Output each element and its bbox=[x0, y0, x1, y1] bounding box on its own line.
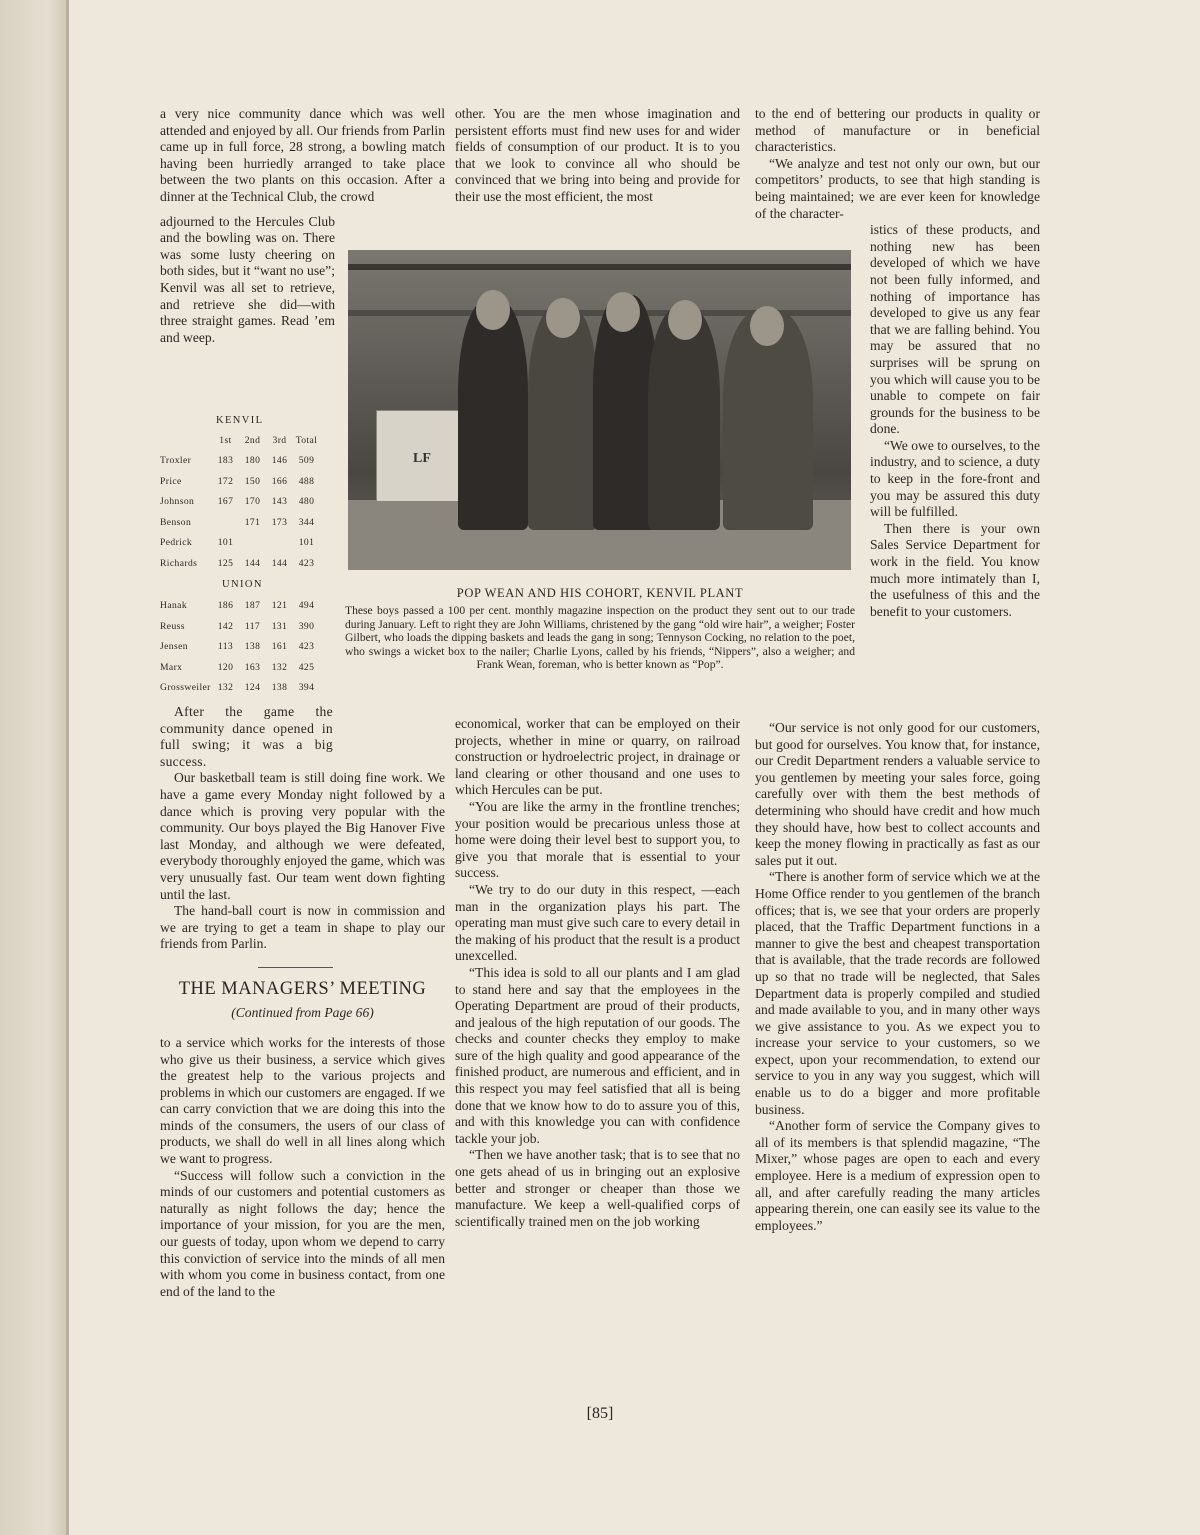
article-col1-text bbox=[160, 1035, 445, 1301]
kenvil-plant-photo bbox=[348, 250, 851, 570]
kenvil-label: KENVIL bbox=[216, 415, 264, 426]
total-score: 488 bbox=[298, 475, 315, 487]
paragraph: other. You are the men whose imagination and persistent efforts must find new uses for and wider fields of consumption of our product. It is to you that we look to convince all who should be convinced that we bring into being and provide for their use the most efficient, the most bbox=[455, 106, 740, 204]
game-1-score: 101 bbox=[217, 537, 234, 549]
game-1-score: 132 bbox=[217, 682, 234, 694]
player-name: Price bbox=[160, 475, 182, 487]
total-score: 480 bbox=[298, 496, 315, 508]
game-3-score: 146 bbox=[271, 455, 288, 467]
game-2-score: 171 bbox=[244, 516, 261, 528]
paragraph: “Success will follow such a conviction in the minds of our customers and potential customers as naturally as night follows the day; hence the importance of your mission, for you are the men, our guests of today, upon whom we depend to carry this conviction of service into the minds of all men with whom you come in business contact, from one end of the land to the bbox=[160, 1167, 445, 1299]
player-name: Grossweiler bbox=[160, 682, 211, 694]
paragraph: “We analyze and test not only our own, but our competitors’ products, to see that high standing is being maintained; we are ever keen for knowledge of the character- bbox=[755, 155, 1040, 221]
player-name: Troxler bbox=[160, 455, 192, 467]
ceiling-beam bbox=[348, 264, 851, 270]
game-3-score bbox=[266, 533, 293, 554]
game-2-score: 117 bbox=[244, 620, 261, 632]
worker-head bbox=[606, 292, 640, 332]
paragraph: “Our service is not only good for our customers, but good for ourselves. You know that, for instance, our Credit Department renders a valuable service to you gentlemen by meeting your sales force, going carefully over with them the best methods of determining who should have credit and how much they should have, how best to collect accounts and keep the money flowing in practically as fast as our sales put it out. bbox=[755, 720, 1040, 868]
player-name: Hanak bbox=[160, 600, 188, 612]
col3-top-text bbox=[755, 106, 1040, 222]
paragraph: Then there is your own Sales Service Department for work in the field. You know much more intimately than I, the usefulness of this and the benefit to your customers. bbox=[870, 520, 1040, 619]
union-score-table bbox=[160, 596, 320, 699]
header-1st: 1st bbox=[219, 434, 232, 446]
paragraph: a very nice community dance which was well attended and enjoyed by all. Our friends from Parlin came up in full force, 28 strong, a bowling match having been hurriedly arranged to take place between the two plants on this occasion. After a dinner at the Technical Club, the crowd bbox=[160, 106, 445, 204]
game-2-score: 124 bbox=[244, 682, 261, 694]
game-2-score: 187 bbox=[244, 600, 261, 612]
total-score: 425 bbox=[298, 661, 315, 673]
score-row bbox=[160, 533, 320, 554]
worker-figure bbox=[458, 300, 528, 530]
game-2-score: 163 bbox=[244, 661, 261, 673]
continued-note: (Continued from Page 66) bbox=[231, 1004, 374, 1020]
game-2-score: 144 bbox=[244, 557, 261, 569]
game-3-score: 121 bbox=[271, 600, 288, 612]
kenvil-score-table bbox=[160, 430, 320, 574]
score-row bbox=[160, 553, 320, 574]
total-score: 423 bbox=[298, 641, 315, 653]
col2-lower-text bbox=[455, 716, 740, 1230]
col1-narrow-text bbox=[160, 214, 335, 347]
facing-page-edge bbox=[0, 0, 68, 1535]
game-1-score: 142 bbox=[217, 620, 234, 632]
score-row bbox=[160, 678, 320, 699]
game-3-score: 132 bbox=[271, 661, 288, 673]
total-score: 101 bbox=[298, 537, 315, 549]
total-score: 509 bbox=[298, 455, 315, 467]
photo-caption: These boys passed a 100 per cent. monthly magazine inspection on the product they sent out to our trade during January. Left to right they are John Williams, christened by the gang “old wire hair”, a weigher; Foster Gilbert, who loads the dipping baskets and leads the gang in song; Tennyson Cocking, no relation to the poet, who swings a wicket box to the nailer; Charlie Lyons, called by his friends, “Nippers”, also a weigher; and Frank Wean, foreman, who is better known as “Pop”. bbox=[345, 604, 855, 672]
game-1-score bbox=[212, 512, 239, 533]
worker-figure bbox=[648, 308, 720, 530]
article-heading: THE MANAGERS’ MEETING bbox=[178, 978, 427, 999]
game-3-score: 173 bbox=[271, 516, 288, 528]
header-3rd: 3rd bbox=[272, 434, 287, 446]
paragraph: Our basketball team is still doing fine work. We have a game every Monday night followed by a dance which is proving very popular with the community. Our boys played the Big Hanover Five last Monday, and although we were defeated, everybody thoroughly enjoyed the game, which was very unusually fast. Our team went down fighting until the last. bbox=[160, 770, 445, 902]
paragraph: “Another form of service the Company gives to all of its members is that splendid magazine, “The Mixer,” whose pages are open to each and every employee. Here is a medium of expression open to all, and after carefully reading the many articles appearing therein, one can easily see its value to the employees.” bbox=[755, 1118, 1040, 1233]
worker-figure bbox=[528, 305, 598, 530]
paragraph: “We owe to ourselves, to the industry, and to science, a duty to keep in the fore-front and you may be assured this duty will be fulfilled. bbox=[870, 437, 1040, 520]
gutter-line bbox=[66, 0, 69, 1535]
paragraph: to a service which works for the interests of those who give us their business, a service which gives the greatest help to the various projects and problems in which our customers are engaged. If we can carry conviction that we are doing this into the minds of the consumers, the users of our class of products, we shall do well in all lines along which we want to progress. bbox=[160, 1034, 445, 1167]
section-divider bbox=[258, 967, 333, 968]
game-3-score: 143 bbox=[271, 496, 288, 508]
paragraph: economical, worker that can be employed on their projects, whether in mine or quarry, on railroad construction or hydroelectric project, in drainage or land clearing or other thousand and one uses to which Hercules can be put. bbox=[455, 716, 740, 798]
crate-label: LF bbox=[413, 451, 431, 466]
col2-top-text bbox=[455, 106, 740, 206]
worker-head bbox=[668, 300, 702, 340]
col3-narrow-text bbox=[870, 222, 1040, 620]
game-3-score: 166 bbox=[271, 475, 288, 487]
score-row bbox=[160, 616, 320, 637]
paragraph: to the end of bettering our products in quality or method of manufacture or in beneficial characteristics. bbox=[755, 106, 1040, 155]
game-1-score: 125 bbox=[217, 557, 234, 569]
game-2-score: 138 bbox=[244, 641, 261, 653]
game-1-score: 186 bbox=[217, 600, 234, 612]
col3-lower-text bbox=[755, 720, 1040, 1234]
player-name: Jensen bbox=[160, 641, 188, 653]
player-name: Benson bbox=[160, 516, 192, 528]
score-row bbox=[160, 492, 320, 513]
player-name: Pedrick bbox=[160, 537, 193, 549]
photo-title: POP WEAN AND HIS COHORT, KENVIL PLANT bbox=[456, 586, 744, 600]
paragraph: “You are like the army in the frontline trenches; your position would be precarious unless those at home were doing their level best to support you, to give you that morale that is essential to your success. bbox=[455, 798, 740, 881]
game-1-score: 172 bbox=[217, 475, 234, 487]
col1-lower-text bbox=[160, 704, 445, 953]
game-3-score: 131 bbox=[271, 620, 288, 632]
game-1-score: 167 bbox=[217, 496, 234, 508]
paragraph: The hand-ball court is now in commission and we are trying to get a team in shape to play our friends from Parlin. bbox=[160, 903, 445, 952]
paragraph: After the game the community dance opened in full swing; it was a big success. bbox=[160, 704, 333, 769]
col1-top-text bbox=[160, 106, 445, 206]
total-score: 494 bbox=[298, 600, 315, 612]
paragraph: adjourned to the Hercules Club and the bowling was on. There was some lusty cheering on both sides, but it “want no use”; Kenvil was all set to retrieve, and retrieve she did—with three straight games. Read ’em and weep. bbox=[160, 213, 335, 345]
total-score: 344 bbox=[298, 516, 315, 528]
game-2-score: 150 bbox=[244, 475, 261, 487]
game-2-score bbox=[239, 533, 266, 554]
total-score: 394 bbox=[298, 682, 315, 694]
worker-head bbox=[750, 306, 784, 346]
player-name: Marx bbox=[160, 661, 183, 673]
paragraph: “Then we have another task; that is to see that no one gets ahead of us in bringing out an explosive better and stronger or cheaper than those we manufacture. We keep a well-qualified corps of scientifically trained men on the job working bbox=[455, 1147, 740, 1229]
score-row bbox=[160, 637, 320, 658]
header-total: Total bbox=[295, 434, 318, 446]
score-row bbox=[160, 657, 320, 678]
header-2nd: 2nd bbox=[244, 434, 261, 446]
paragraph: “We try to do our duty in this respect, —each man in the organization plays his part. The operating man must give such care to every detail in the making of his product that the result is a product unexcelled. bbox=[455, 881, 740, 964]
worker-head bbox=[476, 290, 510, 330]
score-row bbox=[160, 451, 320, 472]
game-3-score: 144 bbox=[271, 557, 288, 569]
paragraph: istics of these products, and nothing new has been developed of which we have not been fully informed, and nothing of importance has developed to give us any fear that we are falling behind. You may be assured that no surprises will be sprung on you which will cause you to be unable to compete on fair grounds for the business to be done. bbox=[870, 222, 1040, 437]
score-row bbox=[160, 471, 320, 492]
score-row bbox=[160, 512, 320, 533]
union-label: UNION bbox=[222, 578, 263, 590]
total-score: 390 bbox=[298, 620, 315, 632]
score-row bbox=[160, 596, 320, 617]
worker-head bbox=[546, 298, 580, 338]
game-3-score: 138 bbox=[271, 682, 288, 694]
total-score: 423 bbox=[298, 557, 315, 569]
game-1-score: 183 bbox=[217, 455, 234, 467]
game-1-score: 120 bbox=[217, 661, 234, 673]
score-tables bbox=[160, 412, 340, 698]
table-header-row bbox=[160, 430, 320, 451]
player-name: Johnson bbox=[160, 496, 195, 508]
game-2-score: 170 bbox=[244, 496, 261, 508]
game-3-score: 161 bbox=[271, 641, 288, 653]
player-name: Reuss bbox=[160, 620, 185, 632]
paragraph: “There is another form of service which we at the Home Office render to you gentlemen of the branch offices; that is, we see that your orders are properly placed, that the Traffic Department functions in a manner to give the best and cheapest transportation that is available, that the trade records are followed up so that no trade will be neglected, that Sales Department data is properly compiled and studied and made available to you, and in many other ways we give assistance to you. As we expect you to increase your service to your customers, so we expect, upon your recommendation, to extend our service to you in any way you suggest, which will enable us to do a bigger and more profitable business. bbox=[755, 869, 1040, 1117]
paragraph: “This idea is sold to all our plants and I am glad to stand here and say that the employees in the Operating Department are proud of their products, and jealous of the high reputation of our goods. The checks and counter checks they employ to make sure of the high quality and good appearance of the finished product, are numerous and efficient, and in this respect you may feel satisfied that all is being done that we know how to do to assure you of this, and with this knowledge you can with confidence tackle your job. bbox=[455, 964, 740, 1146]
game-2-score: 180 bbox=[244, 455, 261, 467]
game-1-score: 113 bbox=[217, 641, 234, 653]
page-number: [85] bbox=[586, 1405, 614, 1422]
player-name: Richards bbox=[160, 557, 198, 569]
